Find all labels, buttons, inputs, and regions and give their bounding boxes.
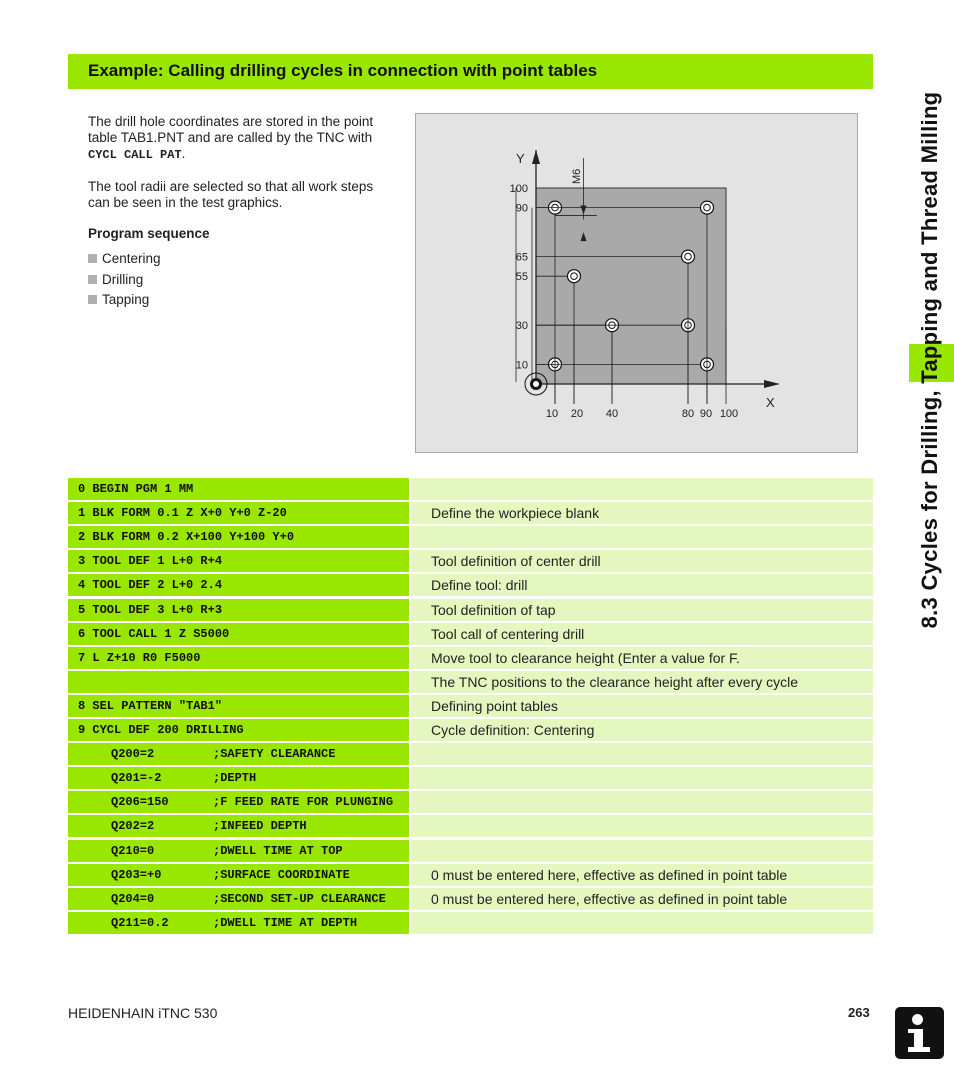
nc-comment: ;SAFETY CLEARANCE xyxy=(213,747,336,762)
y-tick-label: 55 xyxy=(515,271,528,284)
drill-hole-icon xyxy=(682,250,695,263)
nc-comment: ;DEPTH xyxy=(213,771,257,786)
nc-code-cell xyxy=(68,671,409,693)
nc-comment: ;INFEED DEPTH xyxy=(213,819,307,834)
datum-center-icon xyxy=(533,381,539,387)
x-axis-label: X xyxy=(766,395,775,410)
x-tick-label: 20 xyxy=(570,408,584,420)
bullet-square-icon xyxy=(88,295,97,304)
description-cell: Define tool: drill xyxy=(411,574,873,596)
description-cell: Define the workpiece blank xyxy=(411,502,873,524)
description-cell: Tool definition of tap xyxy=(411,599,873,621)
nc-code-cell xyxy=(68,888,409,910)
program-row xyxy=(68,912,873,934)
program-row xyxy=(68,767,873,789)
program-row xyxy=(68,550,873,572)
nc-code-cell xyxy=(68,478,409,500)
program-row xyxy=(68,478,873,500)
nc-code: 7 L Z+10 R0 F5000 xyxy=(78,650,201,665)
nc-code-cell xyxy=(68,647,409,669)
intro-text xyxy=(88,114,398,313)
nc-code: Q201=-2 xyxy=(111,771,162,786)
diagram-svg xyxy=(416,114,859,454)
program-row xyxy=(68,791,873,813)
x-tick-label: 90 xyxy=(699,408,713,420)
program-row xyxy=(68,719,873,741)
nc-comment: ;DWELL TIME AT DEPTH xyxy=(213,915,358,930)
description-cell: The TNC positions to the clearance height after every cycle xyxy=(411,671,873,693)
x-tick-label: 100 xyxy=(719,408,739,420)
drill-hole-icon xyxy=(568,270,581,283)
workpiece-rect xyxy=(536,188,726,384)
program-row xyxy=(68,695,873,717)
intro-p1-end: . xyxy=(181,146,186,161)
nc-code: 8 SEL PATTERN "TAB1" xyxy=(78,698,223,713)
y-tick-label: 30 xyxy=(515,320,528,333)
y-axis-label: Y xyxy=(516,151,525,166)
section-header xyxy=(68,54,873,89)
description-cell: 0 must be entered here, effective as defined in point table xyxy=(411,888,873,910)
nc-code-cell xyxy=(68,815,409,837)
nc-code-cell xyxy=(68,864,409,886)
nc-code-cell xyxy=(68,791,409,813)
nc-code-cell xyxy=(68,840,409,862)
program-row xyxy=(68,743,873,765)
nc-comment: ;SECOND SET-UP CLEARANCE xyxy=(213,891,386,906)
nc-code: Q211=0.2 xyxy=(111,915,169,930)
description-cell xyxy=(411,912,873,934)
description-cell xyxy=(411,478,873,500)
step-item xyxy=(88,251,398,268)
description-cell: 0 must be entered here, effective as defined in point table xyxy=(411,864,873,886)
nc-code: 3 TOOL DEF 1 L+0 R+4 xyxy=(78,554,223,569)
step-label: Tapping xyxy=(102,292,150,307)
info-icon xyxy=(895,1007,944,1059)
intro-p1-text: The drill hole coordinates are stored in the point table TAB1.PNT and are called by the TNC with xyxy=(88,114,374,145)
description-cell: Move tool to clearance height (Enter a value for F. xyxy=(411,647,873,669)
nc-code-cell xyxy=(68,550,409,572)
description-cell: Cycle definition: Centering xyxy=(411,719,873,741)
nc-code-cell xyxy=(68,574,409,596)
program-row xyxy=(68,623,873,645)
drill-hole-icon xyxy=(701,201,714,214)
y-tick-label: 10 xyxy=(515,359,528,372)
footer-product: HEIDENHAIN iTNC 530 xyxy=(68,1005,218,1021)
nc-code-cell xyxy=(68,526,409,548)
y-tick-label: 90 xyxy=(515,202,528,215)
nc-comment: ;SURFACE COORDINATE xyxy=(213,867,350,882)
description-cell xyxy=(411,815,873,837)
description-cell xyxy=(411,743,873,765)
step-label: Drilling xyxy=(102,271,144,287)
intro-paragraph-1 xyxy=(88,114,398,163)
program-row xyxy=(68,815,873,837)
nc-code-cell xyxy=(68,695,409,717)
nc-code-cell xyxy=(68,912,409,934)
program-sequence-heading: Program sequence xyxy=(88,226,210,241)
program-row xyxy=(68,864,873,886)
y-tick-label: 100 xyxy=(509,183,528,195)
nc-code: Q206=150 xyxy=(111,795,169,810)
program-row xyxy=(68,599,873,621)
nc-code: Q210=0 xyxy=(111,843,155,858)
description-cell: Tool call of centering drill xyxy=(411,623,873,645)
program-steps xyxy=(88,251,398,309)
description-cell xyxy=(411,840,873,862)
nc-code-cell xyxy=(68,719,409,741)
nc-code-cell xyxy=(68,743,409,765)
y-tick-label: 65 xyxy=(515,251,528,264)
nc-code: 2 BLK FORM 0.2 X+100 Y+100 Y+0 xyxy=(78,530,295,545)
x-axis-arrow xyxy=(764,380,780,388)
y-axis-arrow xyxy=(532,150,540,164)
cycl-call-pat-code: CYCL CALL PAT xyxy=(88,148,182,162)
nc-code: 4 TOOL DEF 2 L+0 2.4 xyxy=(78,578,223,593)
intro-paragraph-2: The tool radii are selected so that all work steps can be seen in the test graphics. xyxy=(88,179,374,210)
program-row xyxy=(68,888,873,910)
nc-code-cell xyxy=(68,502,409,524)
description-cell: Tool definition of center drill xyxy=(411,550,873,572)
program-row xyxy=(68,647,873,669)
workpiece-diagram xyxy=(415,113,858,453)
nc-code: Q202=2 xyxy=(111,819,155,834)
page-number: 263 xyxy=(848,1005,870,1020)
bullet-square-icon xyxy=(88,275,97,284)
program-row xyxy=(68,502,873,524)
nc-code: Q203=+0 xyxy=(111,867,162,882)
program-row xyxy=(68,671,873,693)
program-row xyxy=(68,574,873,596)
step-item xyxy=(88,292,398,309)
nc-code-cell xyxy=(68,599,409,621)
step-item xyxy=(88,272,398,289)
section-title: Example: Calling drilling cycles in connection with point tables xyxy=(88,61,598,80)
x-tick-label: 10 xyxy=(545,408,559,420)
x-tick-label: 40 xyxy=(605,408,619,420)
chapter-title: 8.3 Cycles for Drilling, Tapping and Thread Milling xyxy=(917,91,942,629)
nc-code: Q200=2 xyxy=(111,747,155,762)
nc-comment: ;DWELL TIME AT TOP xyxy=(213,843,343,858)
program-row xyxy=(68,526,873,548)
description-cell xyxy=(411,791,873,813)
nc-code: 9 CYCL DEF 200 DRILLING xyxy=(78,723,244,737)
step-label: Centering xyxy=(102,251,161,266)
nc-code: Q204=0 xyxy=(111,891,155,906)
thread-label: M6 xyxy=(570,168,583,184)
nc-code: 1 BLK FORM 0.1 Z X+0 Y+0 Z-20 xyxy=(78,506,287,521)
description-cell: Defining point tables xyxy=(411,695,873,717)
nc-code-cell xyxy=(68,623,409,645)
x-tick-label: 80 xyxy=(681,408,695,420)
nc-comment: ;F FEED RATE FOR PLUNGING xyxy=(213,795,394,810)
nc-code: 6 TOOL CALL 1 Z S5000 xyxy=(78,626,230,641)
nc-code-cell xyxy=(68,767,409,789)
bullet-square-icon xyxy=(88,254,97,263)
program-row xyxy=(68,840,873,862)
description-cell xyxy=(411,526,873,548)
nc-code: 5 TOOL DEF 3 L+0 R+3 xyxy=(78,602,223,617)
nc-code: 0 BEGIN PGM 1 MM xyxy=(78,482,194,496)
description-cell xyxy=(411,767,873,789)
